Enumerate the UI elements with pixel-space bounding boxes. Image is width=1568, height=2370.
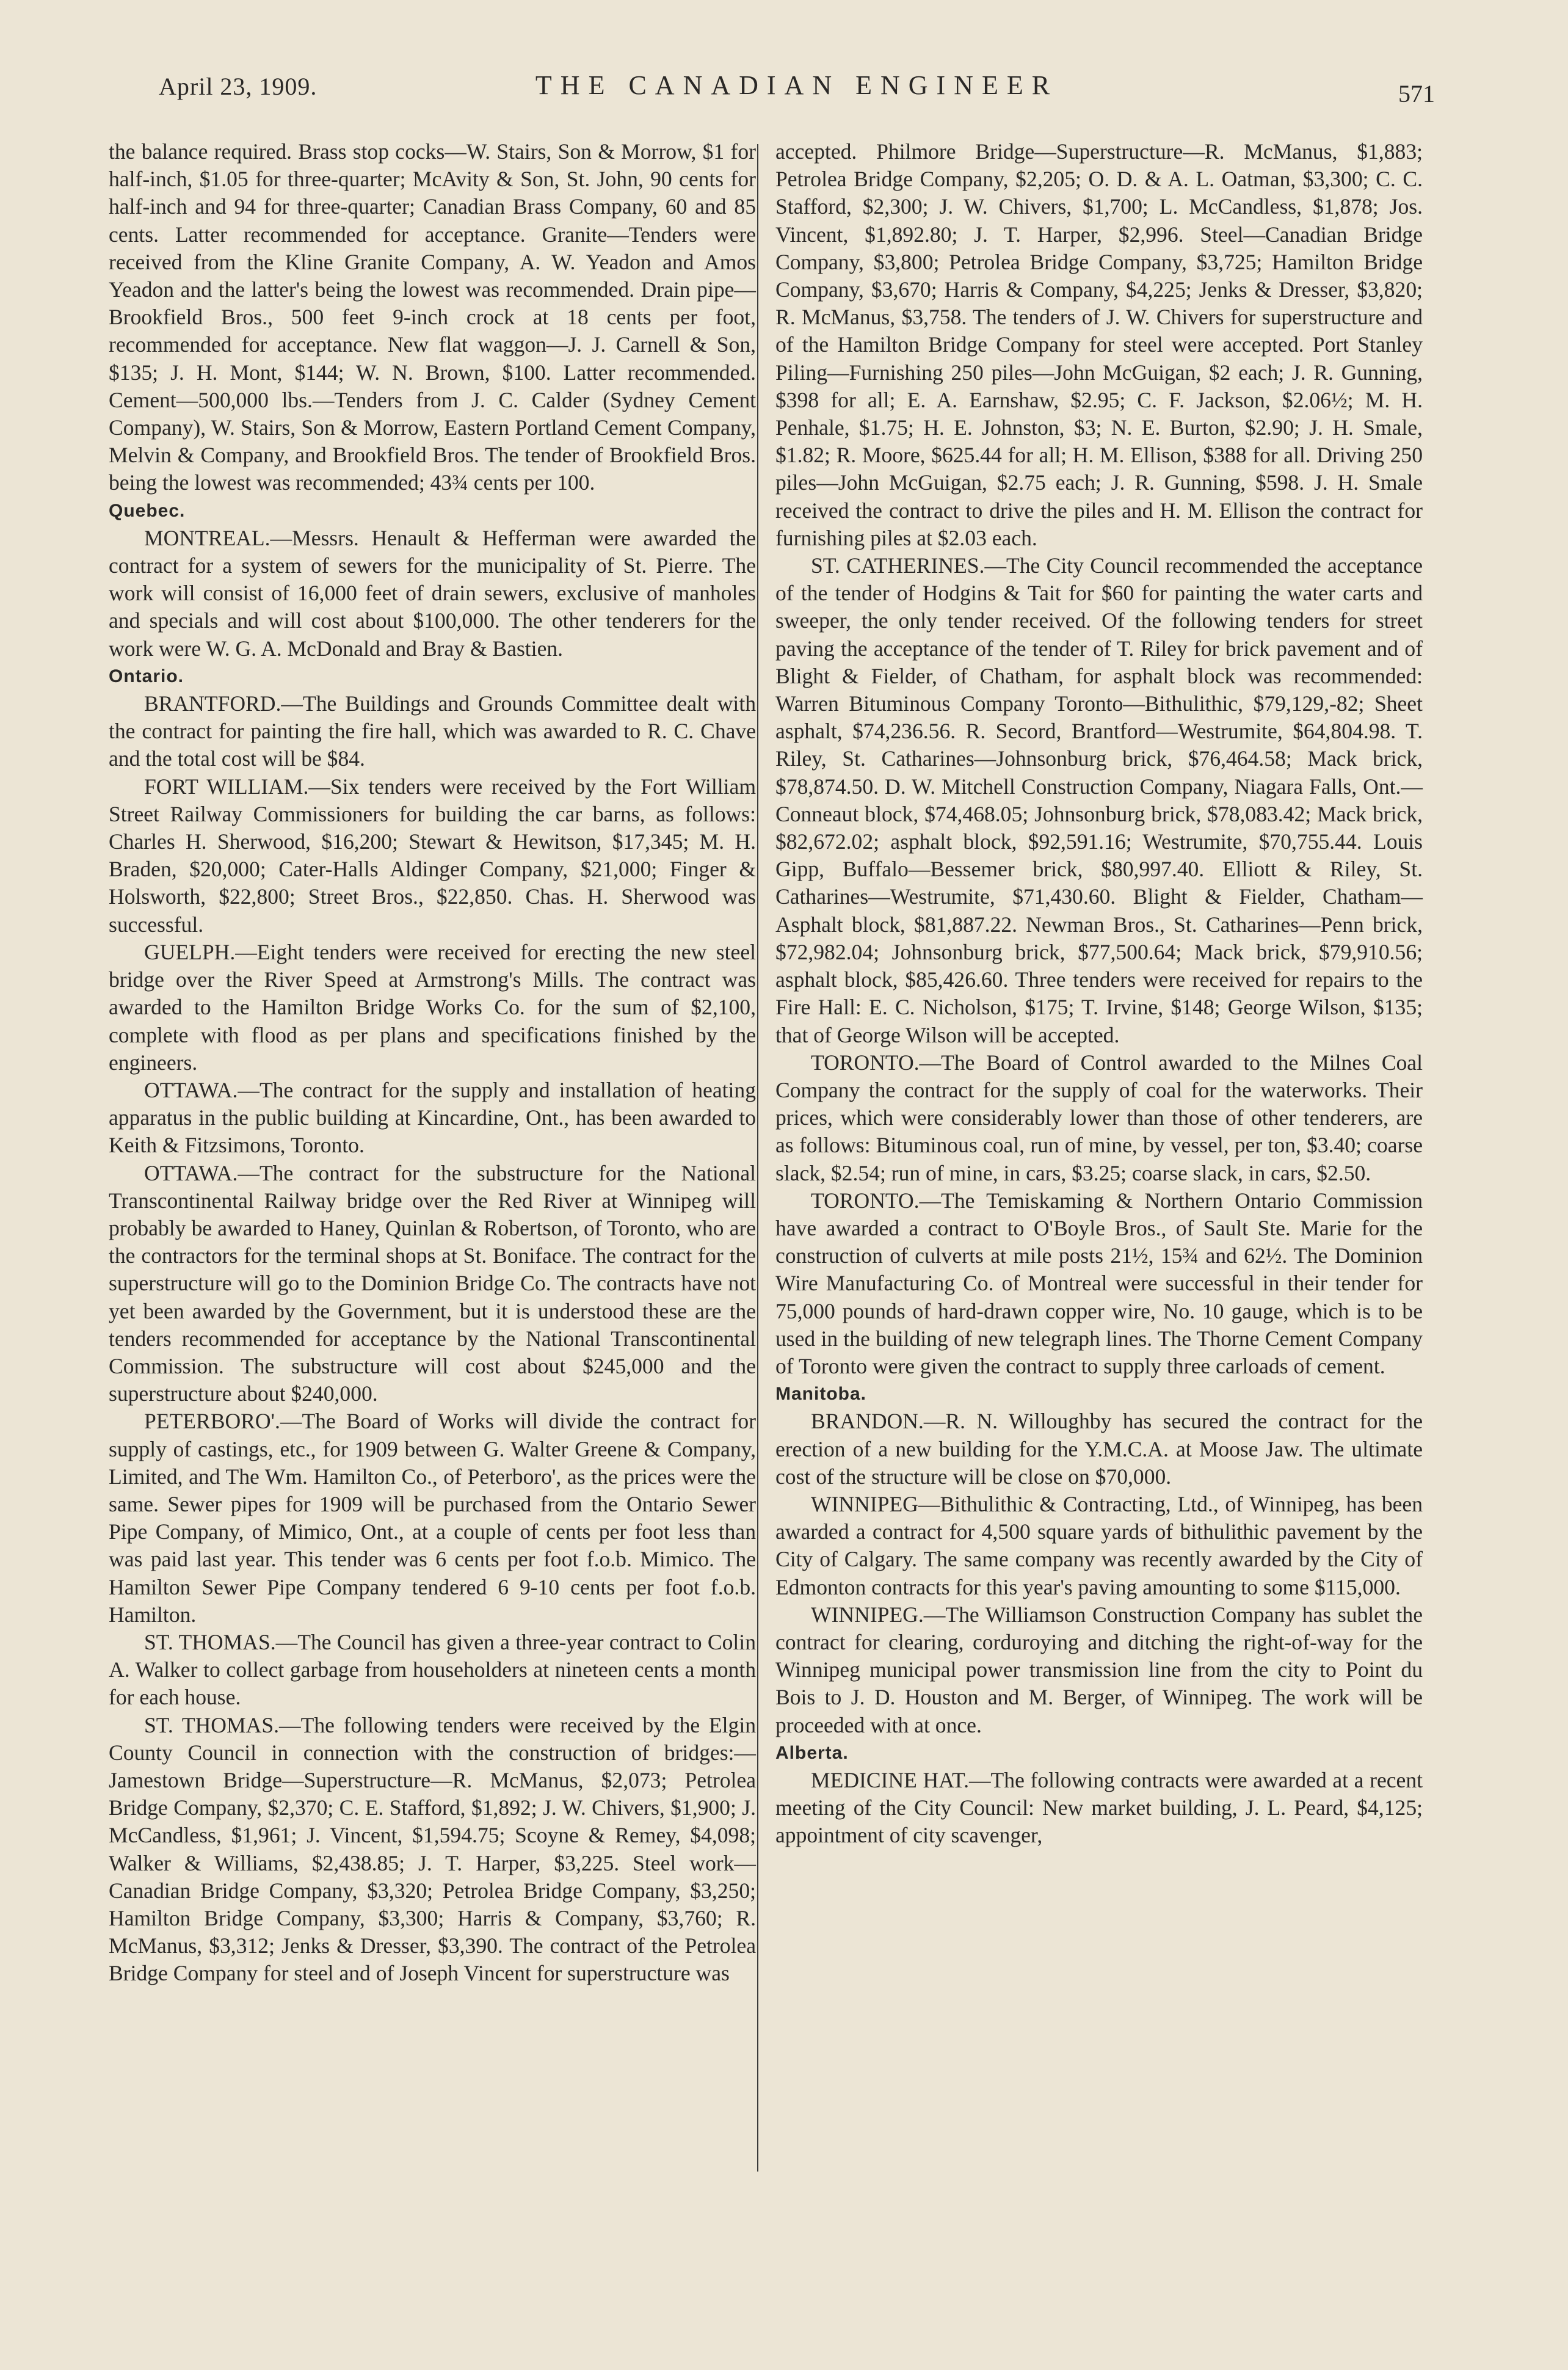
article-paragraph: GUELPH.—Eight tenders were received for erecting the new steel bridge over the River Speed at Armstrong's Mills. The contract was awarded to the Hamilton Bridge Works Co. for the sum of $2,100, complete with flood as per plans and specifications finished by the engineers. [109, 939, 756, 1075]
right-column [775, 138, 1423, 1850]
page-header [159, 67, 1435, 116]
article-paragraph: OTTAWA.—The contract for the supply and installation of heating apparatus in the public building at Kincardine, Ont., has been awarded to Keith & Fitzsimons, Toronto. [109, 1077, 756, 1158]
section-heading: Ontario. [109, 666, 184, 686]
article-paragraph: TORONTO.—The Board of Control awarded to the Milnes Coal Company the contract for the supply of coal for the waterworks. Their prices, which were considerably lower than those of other tenderers, are as follows: Bituminous coal, run of mine, by vessel, per ton, $3.40; coarse slack, $2.54; run of mine, in cars, $3.25; coarse slack, in cars, $2.50. [775, 1050, 1423, 1185]
article-paragraph: BRANDON.—R. N. Willoughby has secured the contract for the erection of a new building for the Y.M.C.A. at Moose Jaw. The ultimate cost of the structure will be close on $70,000. [775, 1409, 1423, 1489]
section-heading: Manitoba. [775, 1384, 866, 1405]
article-paragraph: FORT WILLIAM.—Six tenders were received by the Fort William Street Railway Commissioners for building the car barns, as follows: Charles H. Sherwood, $16,200; Stewart & Hewitson, $17,345; M. H. Braden, $20,000; Cater-Halls Aldinger Company, $21,000; Finger & Holsworth, $22,800; Street Bros., $22,850. Chas. H. Sherwood was successful. [109, 774, 756, 937]
article-paragraph: WINNIPEG—Bithulithic & Contracting, Ltd., of Winnipeg, has been awarded a contract for 4,500 square yards of bithulithic pavement by the City of Calgary. The same company was recently awarded by the City of Edmonton contracts for this year's paving amounting to some $115,000. [775, 1491, 1423, 1599]
article-paragraph: TORONTO.—The Temiskaming & Northern Ontario Commission have awarded a contract to O'Boyle Bros., of Sault Ste. Marie for the construction of culverts at mile posts 21½, 15¾ and 62½. The Dominion Wire Manufacturing Co. of Montreal were successful in their tender for 75,000 pounds of hard-drawn copper wire, No. 10 gauge, which is to be used in the building of new telegraph lines. The Thorne Cement Company of Toronto were given the contract to supply three carloads of cement. [775, 1188, 1423, 1378]
article-paragraph: BRANTFORD.—The Buildings and Grounds Committee dealt with the contract for painting the fire hall, which was awarded to R. C. Chave and the total cost will be $84. [109, 691, 756, 771]
article-paragraph: the balance required. Brass stop cocks—W. Stairs, Son & Morrow, $1 for half-inch, $1.05 for three-quarter; McAvity & Son, St. John, 90 cents for half-inch and 94 for three-quarter; Canadian Brass Company, 60 and 85 cents. Latter recommended for acceptance. Granite—Tenders were received from the Kline Granite Company, A. W. Yeadon and Amos Yeadon and the latter's being the lowest was recommended. Drain pipe—Brookfield Bros., 500 feet 9-inch crock at 18 cents per foot, recommended for acceptance. New flat waggon—J. J. Carnell & Son, $135; J. H. Mont, $144; W. N. Brown, $100. Latter recommended. Cement—500,000 lbs.—Tenders from J. C. Calder (Sydney Cement Company), W. Stairs, Son & Morrow, Eastern Portland Cement Company, Melvin & Company, and Brookfield Bros. The tender of Brookfield Bros. being the lowest was recommended; 43¾ cents per 100. [109, 139, 756, 495]
article-paragraph: MEDICINE HAT.—The following contracts were awarded at a recent meeting of the City Council: New market building, J. L. Peard, $4,125; appointment of city scavenger, [775, 1767, 1423, 1848]
issue-date: April 23, 1909. [159, 73, 318, 100]
article-paragraph: MONTREAL.—Messrs. Henault & Hefferman were awarded the contract for a system of sewers for the municipality of St. Pierre. The work will consist of 16,000 feet of drain sewers, exclusive of manholes and specials and will cost about $100,000. The other tenderers for the work were W. G. A. McDonald and Bray & Bastien. [109, 525, 756, 661]
page-number: 571 [1398, 80, 1435, 107]
section-heading: Alberta. [775, 1742, 849, 1763]
article-paragraph: accepted. Philmore Bridge—Superstructure—R. McManus, $1,883; Petrolea Bridge Company, $2,205; O. D. & A. L. Oatman, $3,300; C. C. Stafford, $2,300; J. W. Chivers, $1,700; L. McCandless, $1,878; Jos. Vincent, $1,892.80; J. T. Harper, $2,996. Steel—Canadian Bridge Company, $3,800; Petrolea Bridge Company, $3,725; Hamilton Bridge Company, $3,670; Harris & Company, $4,225; Jenks & Dresser, $3,820; R. McManus, $3,758. The tenders of J. W. Chivers for superstructure and of the Hamilton Bridge Company for steel were accepted. Port Stanley Piling—Furnishing 250 piles—John McGuigan, $2 each; J. R. Gunning, $398 for all; E. A. Earnshaw, $2.95; C. F. Jackson, $2.06½; M. H. Penhale, $1.75; H. E. Johnston, $3; N. E. Burton, $2.90; J. H. Smale, $1.82; R. Moore, $625.44 for all; H. M. Ellison, $388 for all. Driving 250 piles—John McGuigan, $2.75 each; J. R. Gunning, $598. J. H. Smale received the contract to drive the piles and H. M. Ellison the contract for furnishing piles at $2.03 each. [775, 139, 1423, 550]
journal-title: THE CANADIAN ENGINEER [535, 70, 1059, 100]
article-paragraph: WINNIPEG.—The Williamson Construction Company has sublet the contract for clearing, corduroying and ditching the right-of-way for the Winnipeg municipal power transmission line from the city to Point du Bois to J. D. Houston and M. Berger, of Winnipeg. The work will be proceeded with at once. [775, 1602, 1423, 1737]
article-paragraph: ST. THOMAS.—The Council has given a three-year contract to Colin A. Walker to collect garbage from householders at nineteen cents a month for each house. [109, 1629, 756, 1710]
article-paragraph: ST. CATHERINES.—The City Council recommended the acceptance of the tender of Hodgins & Tait for $60 for painting the water carts and sweeper, the only tender received. Of the following tenders for street paving the acceptance of the tender of T. Riley for brick pavement and of Blight & Fielder, of Chatham, for asphalt block was recommended: Warren Bituminous Company Toronto—Bithulithic, $79,129,-82; Sheet asphalt, $74,236.56. R. Secord, Brantford—Westrumite, $64,804.98. T. Riley, St. Catharines—Johnsonburg brick, $76,464.58; Mack brick, $78,874.50. D. W. Mitchell Construction Company, Niagara Falls, Ont.—Conneaut block, $74,468.05; Johnsonburg brick, $78,083.42; Mack brick, $82,672.02; asphalt block, $92,591.16; Westrumite, $70,755.44. Louis Gipp, Buffalo—Bessemer brick, $80,997.40. Elliott & Riley, St. Catharines—Westrumite, $71,430.60. Blight & Fielder, Chatham—Asphalt block, $81,887.22. Newman Bros., St. Catharines—Penn brick, $72,982.04; Johnsonburg brick, $77,500.64; Mack brick, $79,910.56; asphalt block, $85,426.60. Three tenders were received for repairs to the Fire Hall: E. C. Nicholson, $175; T. Irvine, $148; George Wilson, $135; that of George Wilson will be accepted. [775, 553, 1423, 1047]
left-column [109, 138, 756, 1988]
column-divider [757, 144, 758, 2172]
article-paragraph: PETERBORO'.—The Board of Works will divide the contract for supply of castings, etc., for 1909 between G. Walter Greene & Company, Limited, and The Wm. Hamilton Co., of Peterboro', as the prices were the same. Sewer pipes for 1909 will be purchased from the Ontario Sewer Pipe Company, of Mimico, Ont., at a couple of cents per foot less than was paid last year. This tender was 6 cents per foot f.o.b. Mimico. The Hamilton Sewer Pipe Company tendered 6 9-10 cents per foot f.o.b. Hamilton. [109, 1409, 756, 1627]
article-paragraph: ST. THOMAS.—The following tenders were received by the Elgin County Council in connection with the construction of bridges:—Jamestown Bridge—Superstructure—R. McManus, $2,073; Petrolea Bridge Company, $2,370; C. E. Stafford, $1,892; J. W. Chivers, $1,900; J. McCandless, $1,961; J. Vincent, $1,594.75; Scoyne & Remey, $4,098; Walker & Williams, $2,438.85; J. T. Harper, $3,225. Steel work—Canadian Bridge Company, $3,320; Petrolea Bridge Company, $3,250; Hamilton Bridge Company, $3,300; Harris & Company, $3,760; R. McManus, $3,312; Jenks & Dresser, $3,390. The contract of the Petrolea Bridge Company for steel and of Joseph Vincent for superstructure was [109, 1712, 756, 1986]
section-heading: Quebec. [109, 500, 186, 521]
article-paragraph: OTTAWA.—The contract for the substructure for the National Transcontinental Railway bridge over the Red River at Winnipeg will probably be awarded to Haney, Quinlan & Robertson, of Toronto, who are the contractors for the terminal shops at St. Boniface. The contract for the superstructure will go to the Dominion Bridge Co. The contracts have not yet been awarded by the Government, but it is understood these are the tenders recommended for acceptance by the National Transcontinental Commission. The substructure will cost about $245,000 and the superstructure about $240,000. [109, 1160, 756, 1406]
